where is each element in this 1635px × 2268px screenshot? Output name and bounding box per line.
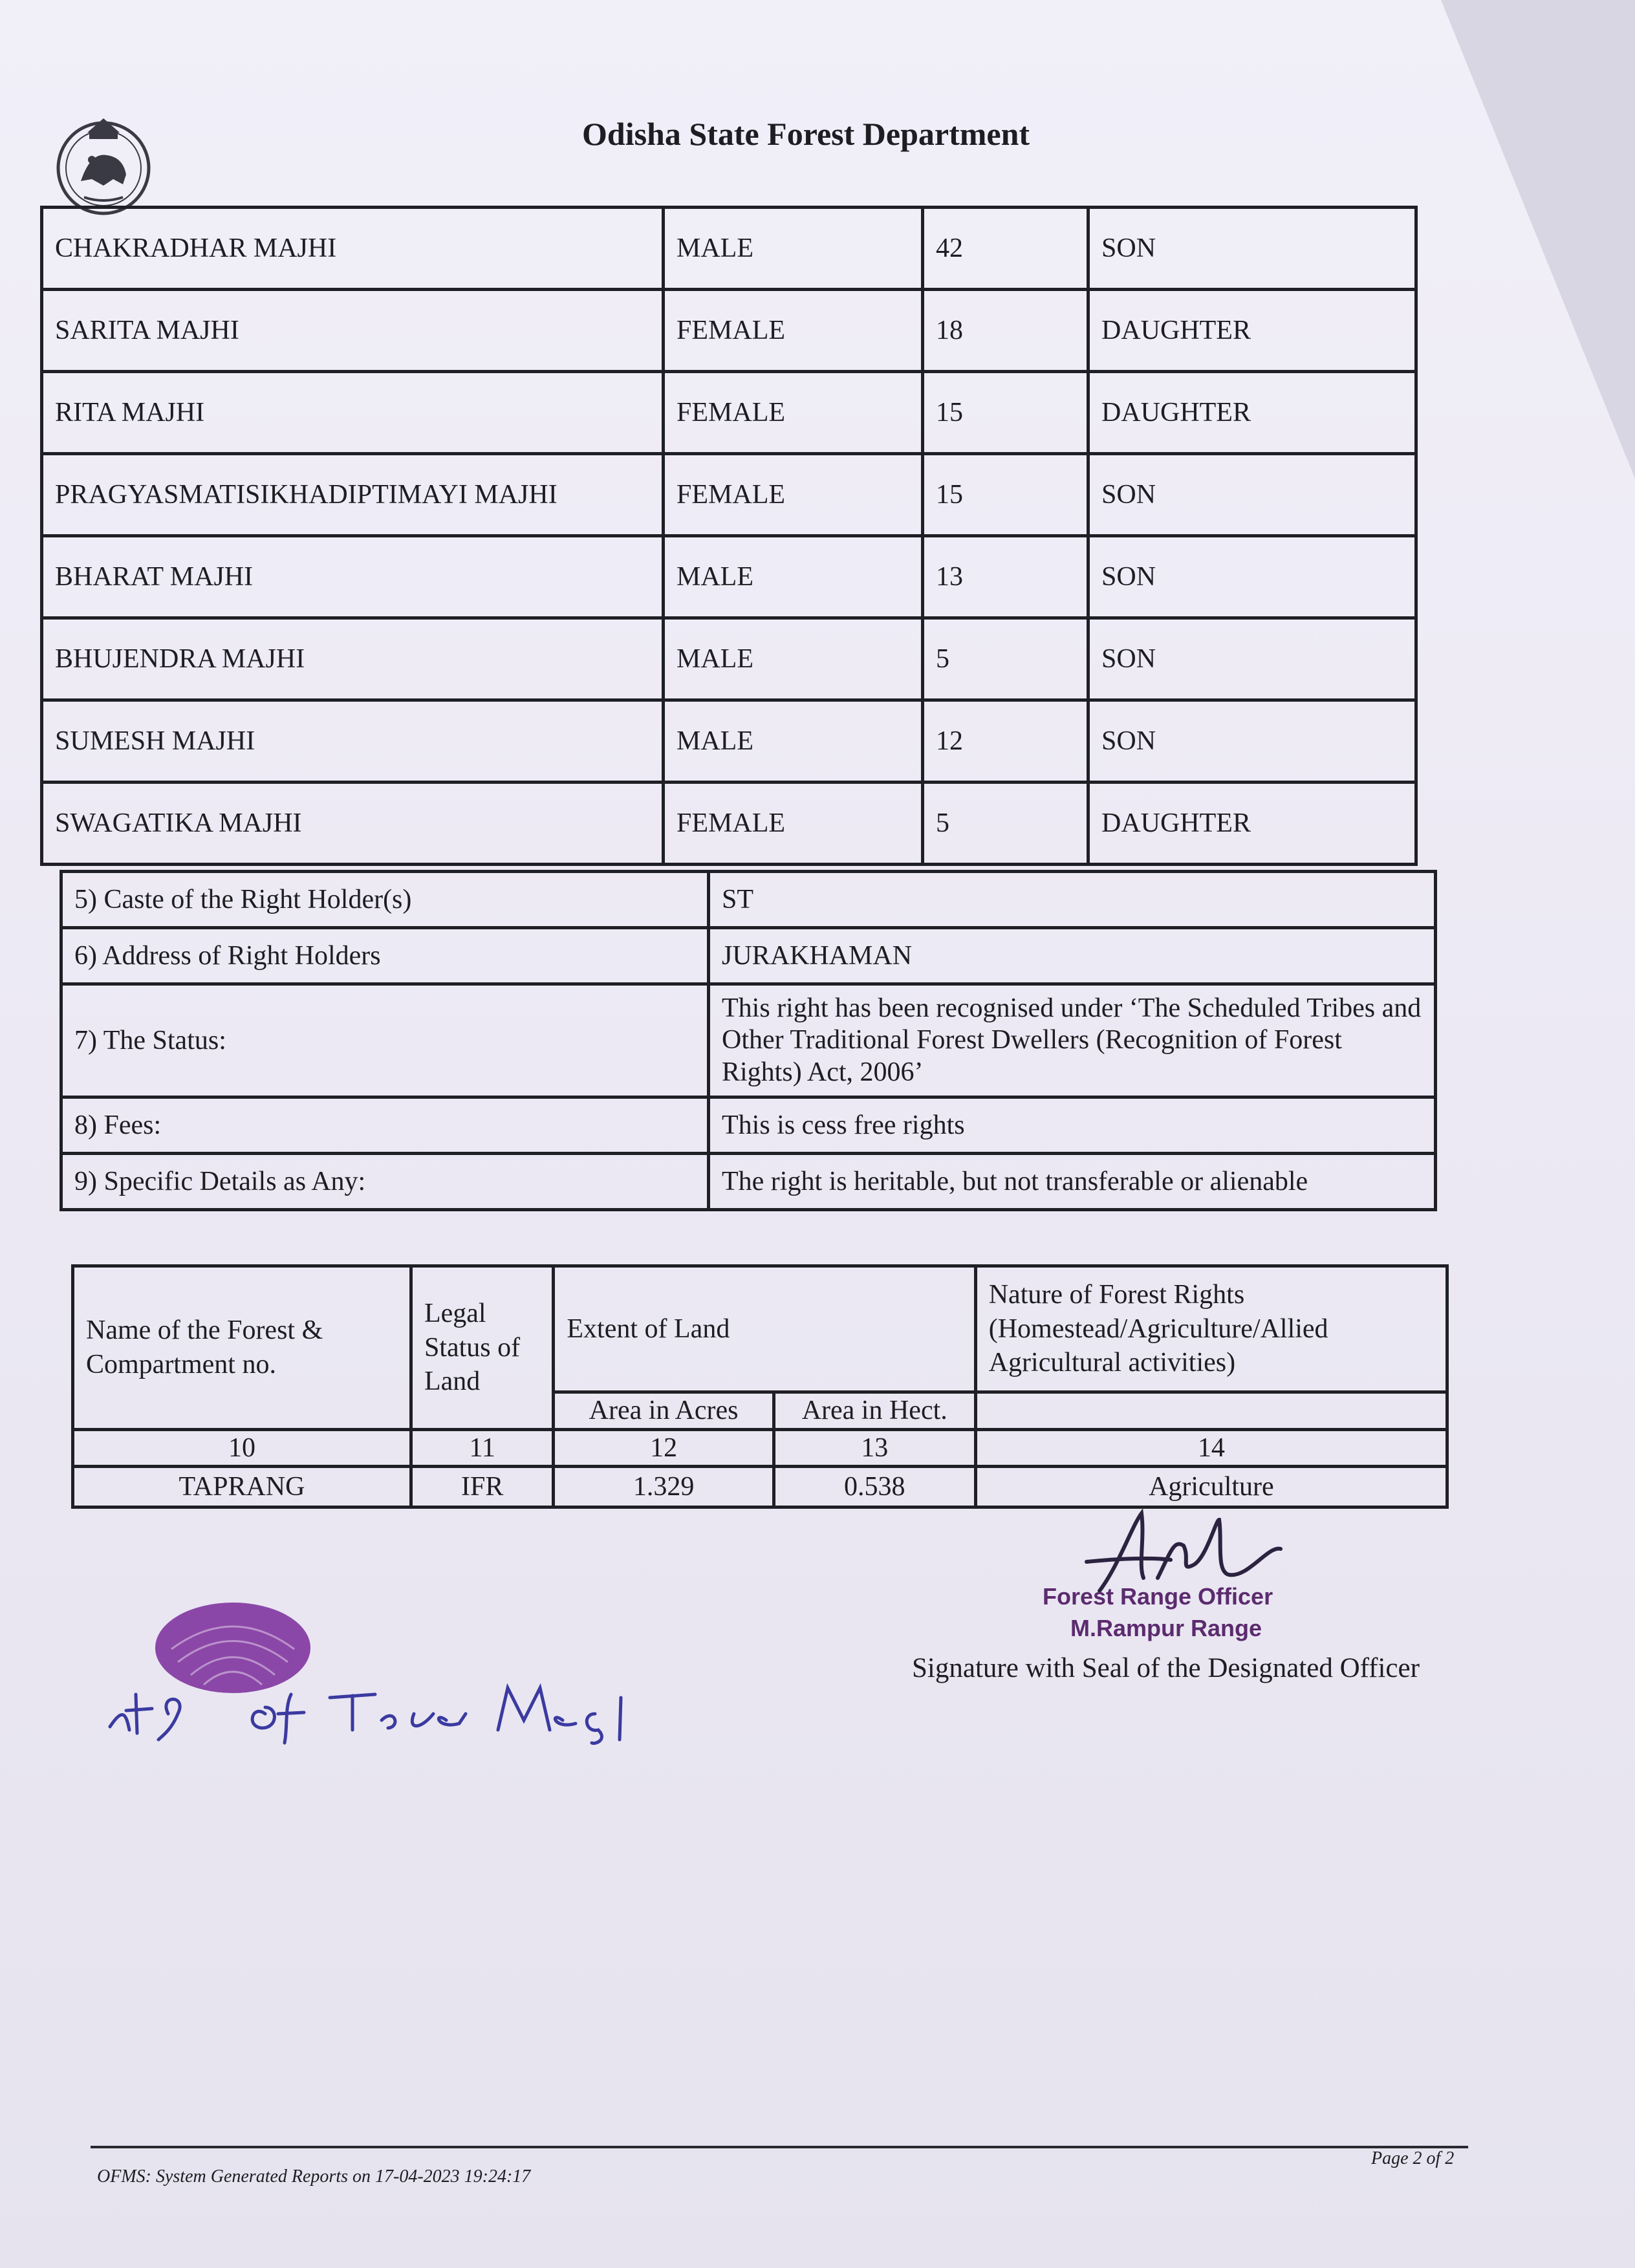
detail-label: 6) Address of Right Holders [61,928,709,984]
seal-designation: Forest Range Officer [1043,1583,1273,1610]
member-relation: SON [1088,700,1416,783]
member-age: 5 [923,618,1088,700]
area-hect-value: 0.538 [774,1467,975,1507]
right-details-table [60,870,1437,1211]
member-age: 13 [923,536,1088,618]
family-row [42,290,1416,372]
member-name: BHARAT MAJHI [42,536,664,618]
member-relation: SON [1088,208,1416,290]
member-gender: MALE [664,208,923,290]
family-row [42,208,1416,290]
member-relation: DAUGHTER [1088,783,1416,865]
detail-row [61,1154,1436,1210]
area-acres-value: 1.329 [554,1467,774,1507]
member-name: SWAGATIKA MAJHI [42,783,664,865]
detail-label: 7) The Status: [61,984,709,1097]
detail-value: ST [709,872,1436,928]
member-gender: FEMALE [664,783,923,865]
detail-label: 9) Specific Details as Any: [61,1154,709,1210]
family-row [42,454,1416,536]
member-gender: FEMALE [664,290,923,372]
member-gender: FEMALE [664,454,923,536]
detail-row [61,984,1436,1097]
nature-subheader-blank [975,1392,1447,1430]
detail-value: JURAKHAMAN [709,928,1436,984]
area-acres-header: Area in Acres [554,1392,774,1430]
member-relation: DAUGHTER [1088,372,1416,454]
detail-row [61,1097,1436,1154]
member-gender: MALE [664,536,923,618]
member-age: 15 [923,454,1088,536]
forest-name-header: Name of the Forest & Compartment no. [73,1266,411,1430]
member-age: 15 [923,372,1088,454]
column-number: 11 [411,1429,553,1467]
detail-value: This right has been recognised under ‘The Scheduled Tribes and Other Traditional Forest Dwellers (Recognition of Forest Rights) Act, 2006’ [709,984,1436,1097]
member-gender: FEMALE [664,372,923,454]
page-corner-fold [1441,0,1635,479]
family-row [42,700,1416,783]
handwritten-lti-note [97,1669,653,1746]
column-number: 12 [554,1429,774,1467]
detail-label: 8) Fees: [61,1097,709,1154]
member-gender: MALE [664,700,923,783]
family-row [42,372,1416,454]
detail-value: The right is heritable, but not transferable or alienable [709,1154,1436,1210]
legal-status-header: Legal Status of Land [411,1266,553,1430]
member-relation: DAUGHTER [1088,290,1416,372]
column-number-row [73,1429,1447,1467]
member-age: 5 [923,783,1088,865]
member-relation: SON [1088,536,1416,618]
forest-name-value: TAPRANG [73,1467,411,1507]
detail-value: This is cess free rights [709,1097,1436,1154]
signature-caption: Signature with Seal of the Designated Officer [912,1653,1420,1683]
detail-label: 5) Caste of the Right Holder(s) [61,872,709,928]
member-name: PRAGYASMATISIKHADIPTIMAYI MAJHI [42,454,664,536]
footer-generated-note: OFMS: System Generated Reports on 17-04-2023 19:24:17 [97,2166,531,2187]
land-header-row [73,1266,1447,1392]
column-number: 14 [975,1429,1447,1467]
member-gender: MALE [664,618,923,700]
detail-row [61,928,1436,984]
footer-page-number: Page 2 of 2 [1371,2148,1455,2168]
seal-range: M.Rampur Range [1070,1615,1262,1641]
member-name: CHAKRADHAR MAJHI [42,208,664,290]
member-relation: SON [1088,454,1416,536]
family-members-table [40,206,1418,866]
member-age: 12 [923,700,1088,783]
legal-status-value: IFR [411,1467,553,1507]
member-name: SUMESH MAJHI [42,700,664,783]
column-number: 10 [73,1429,411,1467]
nature-of-rights-header: Nature of Forest Rights (Homestead/Agriculture/Allied Agricultural activities) [975,1266,1447,1392]
family-row [42,536,1416,618]
odisha-state-emblem-icon [52,107,155,220]
member-relation: SON [1088,618,1416,700]
page-title: Odisha State Forest Department [582,116,1030,152]
member-age: 42 [923,208,1088,290]
column-number: 13 [774,1429,975,1467]
member-age: 18 [923,290,1088,372]
extent-of-land-header: Extent of Land [554,1266,975,1392]
land-details-table [71,1264,1449,1509]
member-name: SARITA MAJHI [42,290,664,372]
nature-of-rights-value: Agriculture [975,1467,1447,1507]
detail-row [61,872,1436,928]
member-name: BHUJENDRA MAJHI [42,618,664,700]
member-name: RITA MAJHI [42,372,664,454]
family-row [42,783,1416,865]
area-hect-header: Area in Hect. [774,1392,975,1430]
footer-divider [91,2146,1468,2148]
family-row [42,618,1416,700]
